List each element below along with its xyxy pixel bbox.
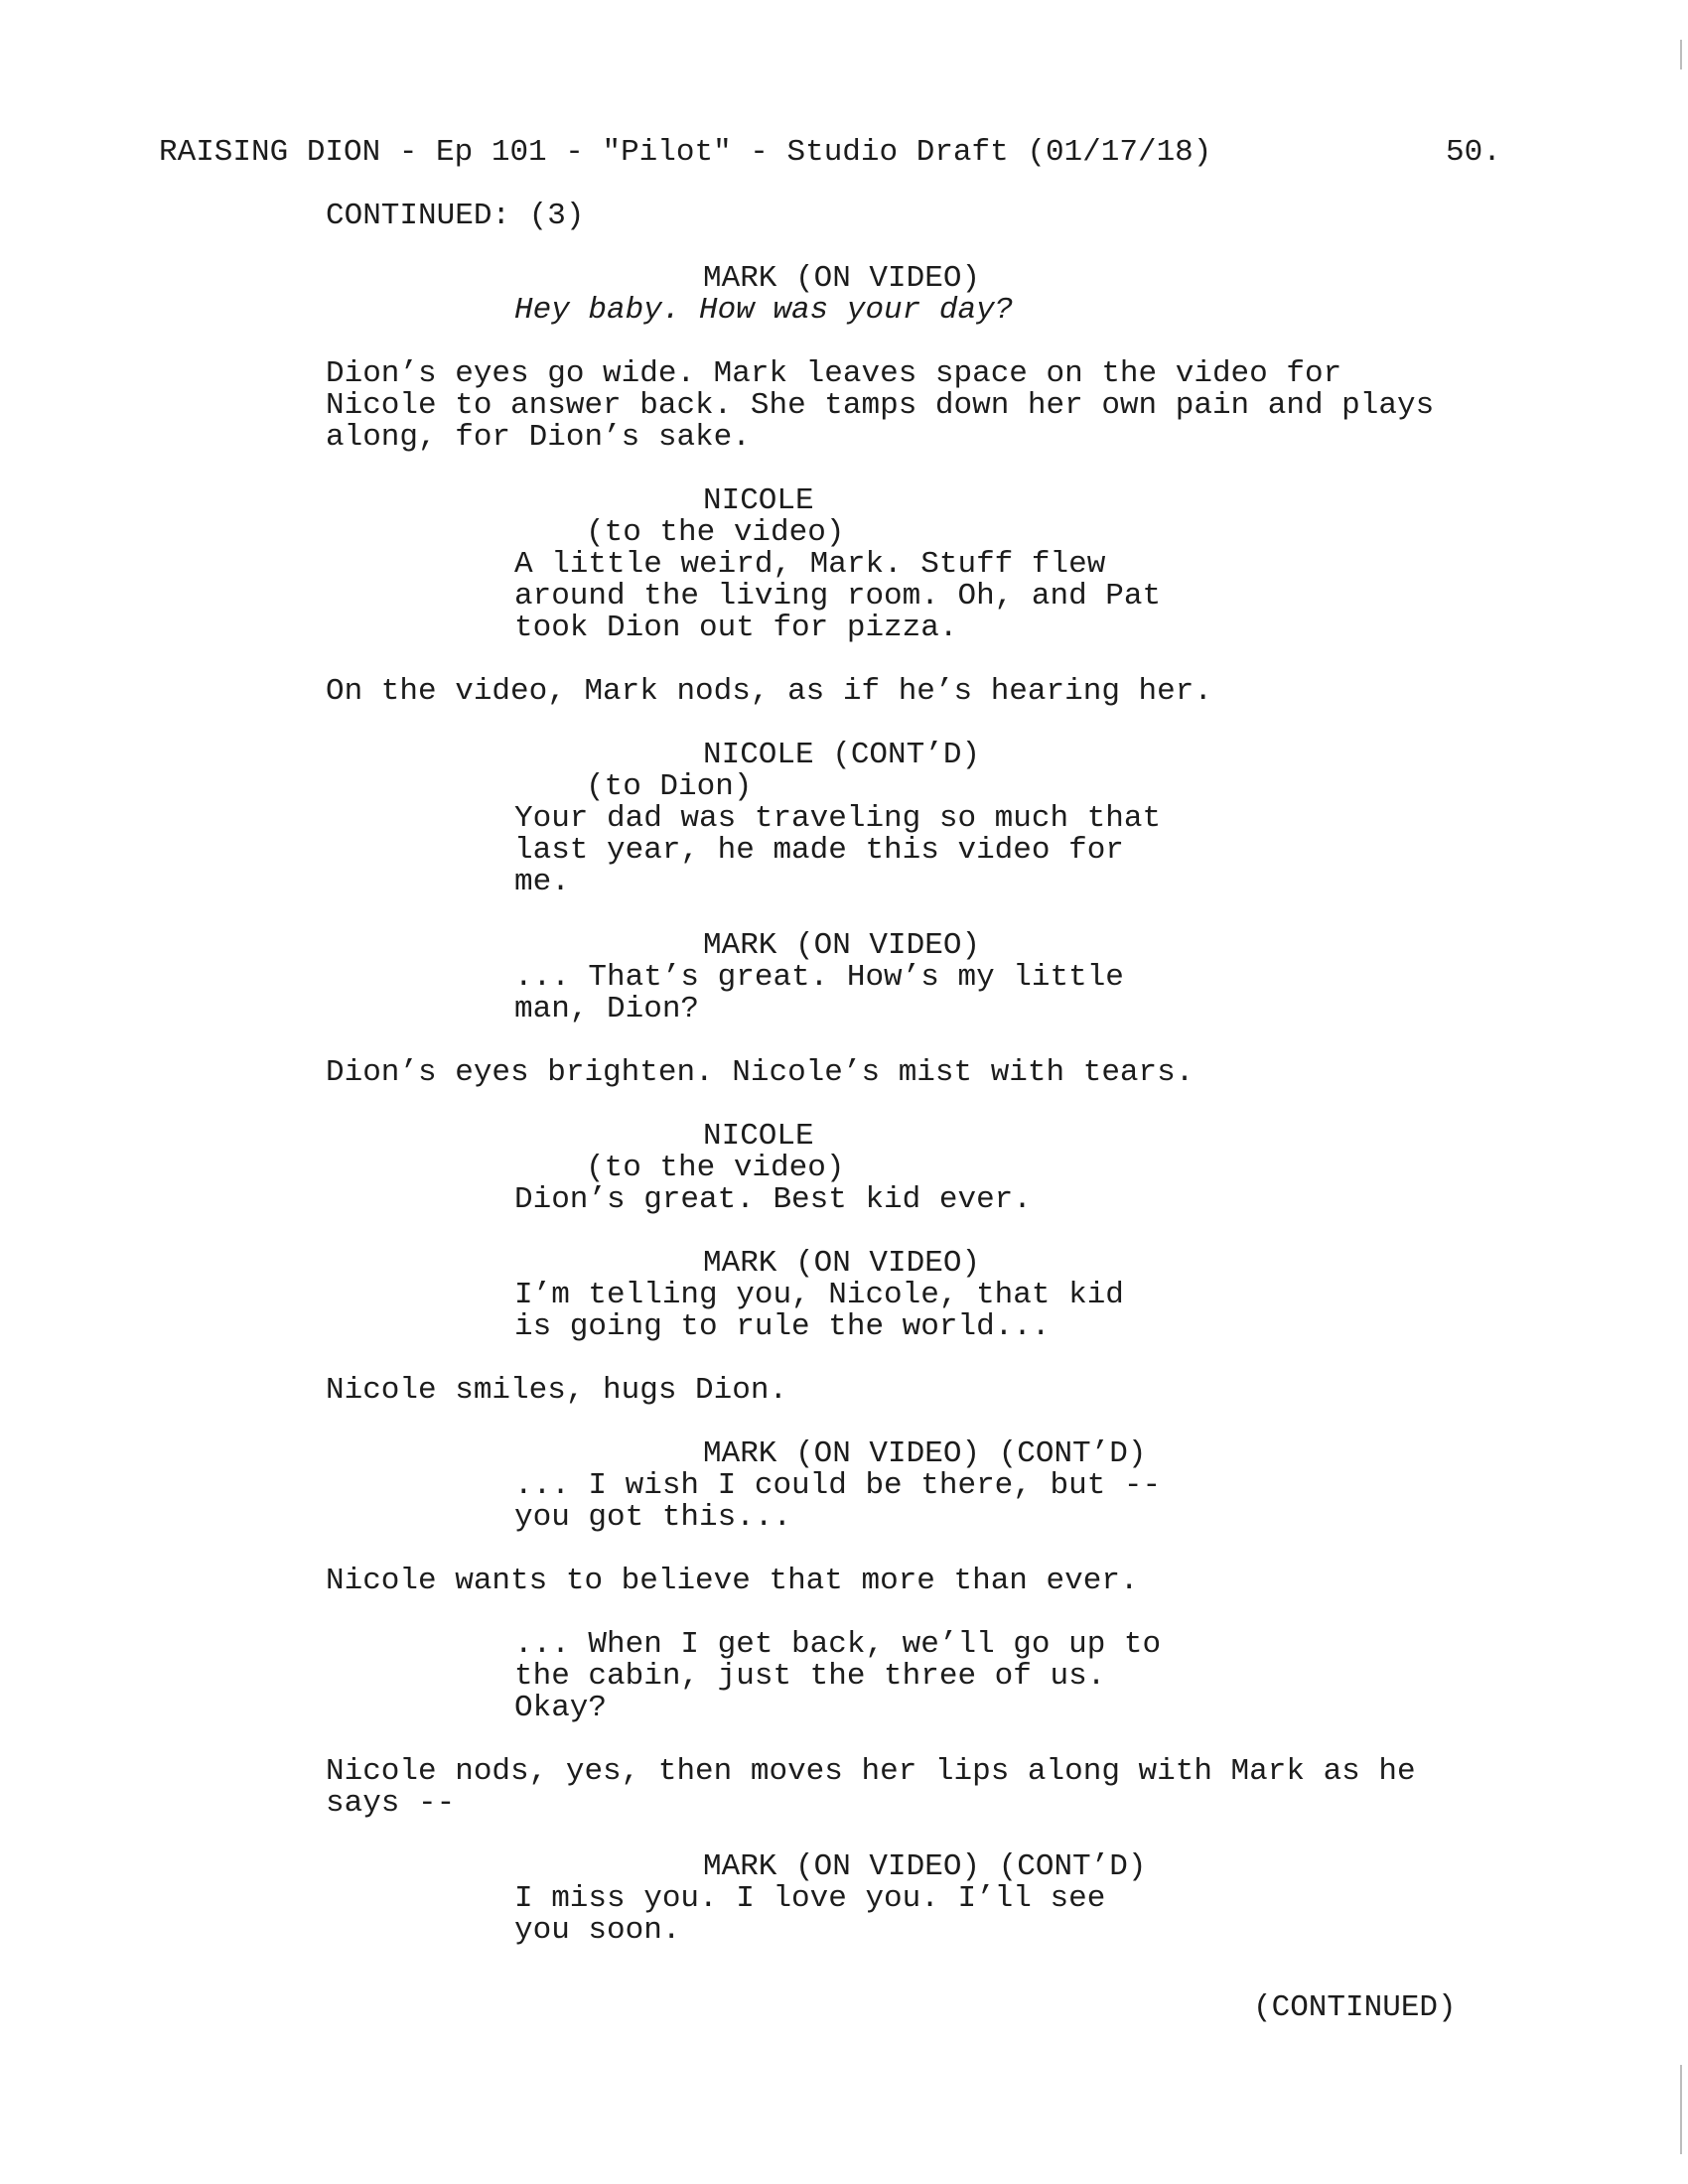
- continued-footer: (CONTINUED): [1253, 1990, 1457, 2025]
- dialogue-line: ... That’s great. How’s my little: [514, 960, 1124, 995]
- dialogue-line: me.: [514, 865, 570, 899]
- action-line: Dion’s eyes go wide. Mark leaves space on the video for: [326, 356, 1342, 391]
- page-number: 50.: [1446, 135, 1501, 170]
- dialogue-line: around the living room. Oh, and Pat: [514, 579, 1162, 614]
- character-cue: MARK (ON VIDEO) (CONT’D): [703, 1436, 1147, 1471]
- dialogue-line: A little weird, Mark. Stuff flew: [514, 547, 1106, 582]
- dialogue-line: I’m telling you, Nicole, that kid: [514, 1278, 1124, 1312]
- parenthetical: (to the video): [586, 515, 845, 550]
- dialogue-line: you soon.: [514, 1913, 681, 1948]
- character-cue: NICOLE: [703, 1119, 814, 1154]
- action-line: On the video, Mark nods, as if he’s hearing her.: [326, 674, 1212, 709]
- dialogue-line: Dion’s great. Best kid ever.: [514, 1182, 1032, 1217]
- dialogue-line: Hey baby. How was your day?: [514, 293, 1014, 328]
- character-cue: MARK (ON VIDEO): [703, 1246, 981, 1281]
- scan-edge-mark: [1680, 40, 1682, 69]
- dialogue-line: man, Dion?: [514, 992, 700, 1026]
- dialogue-line: took Dion out for pizza.: [514, 611, 958, 645]
- dialogue-line: is going to rule the world...: [514, 1309, 1051, 1344]
- continued-label: CONTINUED: (3): [326, 199, 585, 233]
- dialogue-line: Your dad was traveling so much that: [514, 801, 1162, 836]
- parenthetical: (to the video): [586, 1151, 845, 1185]
- action-line: Nicole smiles, hugs Dion.: [326, 1373, 788, 1408]
- dialogue-line: ... When I get back, we’ll go up to: [514, 1627, 1162, 1662]
- character-cue: NICOLE: [703, 483, 814, 518]
- parenthetical: (to Dion): [586, 769, 753, 804]
- dialogue-line: I miss you. I love you. I’ll see: [514, 1881, 1106, 1916]
- action-line: Dion’s eyes brighten. Nicole’s mist with tears.: [326, 1055, 1195, 1090]
- action-line: Nicole to answer back. She tamps down her own pain and plays: [326, 388, 1435, 423]
- scan-edge-mark: [1680, 2065, 1682, 2154]
- action-line: Nicole wants to believe that more than ever.: [326, 1564, 1139, 1598]
- dialogue-line: last year, he made this video for: [514, 833, 1124, 868]
- action-line: along, for Dion’s sake.: [326, 420, 751, 455]
- dialogue-line: ... I wish I could be there, but --: [514, 1468, 1162, 1503]
- action-line: says --: [326, 1786, 456, 1821]
- character-cue: MARK (ON VIDEO): [703, 928, 981, 963]
- action-line: Nicole nods, yes, then moves her lips along with Mark as he: [326, 1754, 1416, 1789]
- character-cue: MARK (ON VIDEO) (CONT’D): [703, 1849, 1147, 1884]
- character-cue: NICOLE (CONT’D): [703, 738, 981, 772]
- page-header-title: RAISING DION - Ep 101 - "Pilot" - Studio Draft (01/17/18): [159, 135, 1212, 170]
- dialogue-line: you got this...: [514, 1500, 792, 1535]
- dialogue-line: Okay?: [514, 1691, 608, 1725]
- character-cue: MARK (ON VIDEO): [703, 261, 981, 296]
- dialogue-line: the cabin, just the three of us.: [514, 1659, 1106, 1694]
